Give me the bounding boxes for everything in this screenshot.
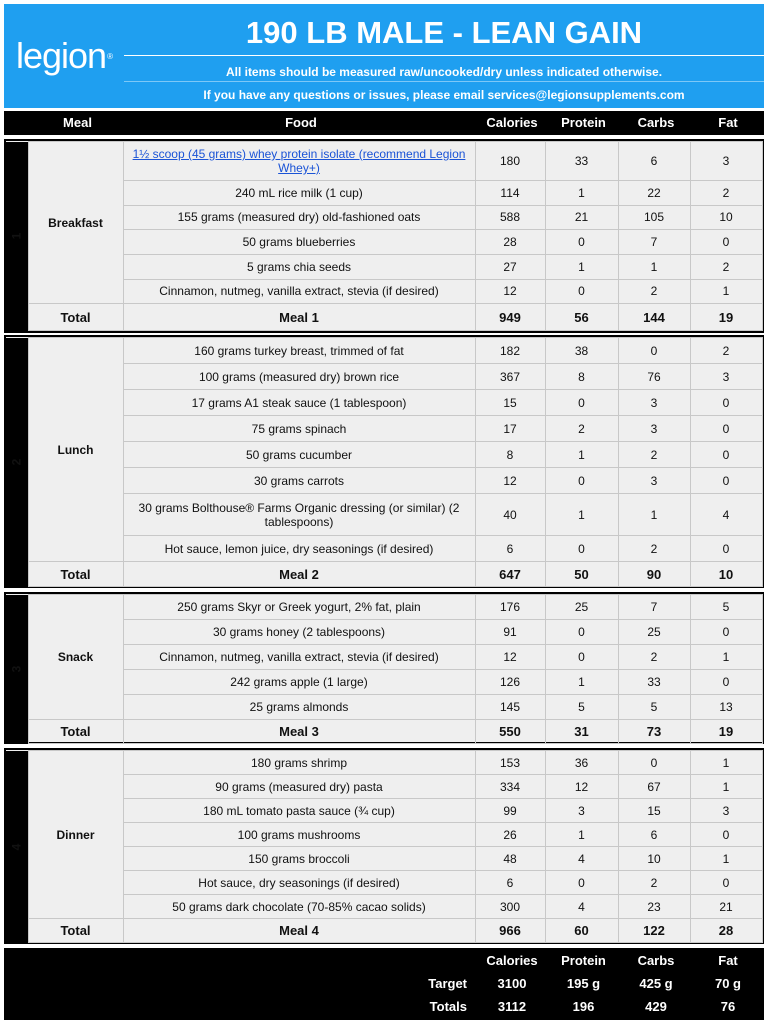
calories-cell: 182 (475, 338, 545, 364)
page-title: 190 LB MALE - LEAN GAIN (124, 10, 764, 56)
protein-cell: 2 (545, 416, 618, 442)
protein-cell: 3 (545, 799, 618, 823)
contact-note: If you have any questions or issues, please email services@legionsupplements.com (203, 88, 685, 102)
total-fat-cell: 10 (690, 562, 762, 587)
food-cell: 250 grams Skyr or Greek yogurt, 2% fat, plain (123, 595, 475, 620)
total-carbs-cell: 144 (618, 304, 690, 331)
summary-header-fat: Fat (718, 953, 738, 968)
fat-cell: 3 (690, 364, 762, 390)
food-cell: 50 grams dark chocolate (70-85% cacao solids) (123, 895, 475, 919)
total-calories-cell: 966 (475, 919, 545, 943)
col-header-fat: Fat (718, 115, 738, 130)
protein-cell: 12 (545, 775, 618, 799)
protein-cell: 1 (545, 494, 618, 536)
food-cell: 90 grams (measured dry) pasta (123, 775, 475, 799)
total-protein-cell: 50 (545, 562, 618, 587)
protein-cell: 0 (545, 645, 618, 670)
meal-number (6, 142, 28, 331)
carbs-cell: 25 (618, 620, 690, 645)
protein-cell: 1 (545, 254, 618, 279)
food-cell: 25 grams almonds (123, 695, 475, 720)
calories-cell: 6 (475, 536, 545, 562)
calories-cell: 12 (475, 279, 545, 304)
meal-block-2 (4, 335, 764, 588)
fat-cell: 0 (690, 620, 762, 645)
meal-number-label: 2 (9, 458, 24, 466)
total-carbs-cell: 90 (618, 562, 690, 587)
protein-cell: 21 (545, 205, 618, 230)
food-cell: 30 grams Bolthouse® Farms Organic dressing (or similar) (2 tablespoons) (123, 494, 475, 536)
carbs-cell: 10 (618, 847, 690, 871)
carbs-cell: 1 (618, 494, 690, 536)
totals-label: Totals (429, 999, 467, 1014)
calories-cell: 26 (475, 823, 545, 847)
fat-cell: 0 (690, 442, 762, 468)
food-cell: 242 grams apple (1 large) (123, 670, 475, 695)
calories-cell: 367 (475, 364, 545, 390)
calories-cell: 15 (475, 390, 545, 416)
target-fat: 70 g (714, 976, 741, 991)
fat-cell: 3 (690, 142, 762, 181)
col-header-food: Food (285, 115, 317, 130)
carbs-cell: 76 (618, 364, 690, 390)
food-cell: 5 grams chia seeds (123, 254, 475, 279)
calories-cell: 17 (475, 416, 545, 442)
food-cell: 180 grams shrimp (123, 751, 475, 775)
food-cell: 155 grams (measured dry) old-fashioned oats (123, 205, 475, 230)
total-meal-name: Meal 3 (123, 720, 475, 744)
calories-cell: 27 (475, 254, 545, 279)
food-row (6, 338, 762, 364)
carbs-cell: 33 (618, 670, 690, 695)
food-cell: 100 grams (measured dry) brown rice (123, 364, 475, 390)
summary-header-protein: Protein (561, 953, 606, 968)
fat-cell: 1 (690, 279, 762, 304)
total-meal-name: Meal 4 (123, 919, 475, 943)
target-calories: 3100 (497, 976, 527, 991)
protein-cell: 0 (545, 536, 618, 562)
carbs-cell: 6 (618, 142, 690, 181)
legion-logo (4, 4, 124, 108)
carbs-cell: 15 (618, 799, 690, 823)
summary-header-calories: Calories (486, 953, 538, 968)
column-header-row (4, 111, 764, 135)
food-cell: Hot sauce, lemon juice, dry seasonings (if desired) (123, 536, 475, 562)
fat-cell: 0 (690, 871, 762, 895)
meal-table (6, 594, 763, 744)
calories-cell: 126 (475, 670, 545, 695)
carbs-cell: 2 (618, 442, 690, 468)
meal-total-row (6, 919, 762, 943)
meal-number-label: 1 (9, 232, 24, 240)
total-carbs-cell: 122 (618, 919, 690, 943)
col-header-calories: Calories (486, 115, 538, 130)
meal-number (6, 338, 28, 587)
food-row (6, 751, 762, 775)
carbs-cell: 22 (618, 181, 690, 206)
food-cell: 30 grams carrots (123, 468, 475, 494)
calories-cell: 588 (475, 205, 545, 230)
totals-protein: 196 (572, 999, 595, 1014)
protein-cell: 4 (545, 847, 618, 871)
col-header-carbs: Carbs (637, 115, 675, 130)
food-cell: 17 grams A1 steak sauce (1 tablespoon) (123, 390, 475, 416)
totals-fat: 76 (720, 999, 736, 1014)
target-label: Target (428, 976, 467, 991)
protein-cell: 38 (545, 338, 618, 364)
total-label: Total (28, 720, 123, 744)
calories-cell: 300 (475, 895, 545, 919)
meal-block-4 (4, 748, 764, 944)
fat-cell: 1 (690, 645, 762, 670)
total-calories-cell: 647 (475, 562, 545, 587)
food-cell: Hot sauce, dry seasonings (if desired) (123, 871, 475, 895)
meal-number (6, 595, 28, 744)
calories-cell: 12 (475, 645, 545, 670)
carbs-cell: 2 (618, 871, 690, 895)
calories-cell: 153 (475, 751, 545, 775)
summary-header-carbs: Carbs (637, 953, 675, 968)
fat-cell: 1 (690, 775, 762, 799)
meal-total-row (6, 304, 762, 331)
fat-cell: 2 (690, 254, 762, 279)
protein-cell: 0 (545, 279, 618, 304)
carbs-cell: 6 (618, 823, 690, 847)
carbs-cell: 67 (618, 775, 690, 799)
fat-cell: 0 (690, 230, 762, 255)
calories-cell: 176 (475, 595, 545, 620)
protein-cell: 0 (545, 620, 618, 645)
food-cell: 160 grams turkey breast, trimmed of fat (123, 338, 475, 364)
carbs-cell: 7 (618, 595, 690, 620)
col-header-meal: Meal (63, 115, 92, 130)
meal-name: Dinner (28, 751, 123, 919)
protein-cell: 0 (545, 230, 618, 255)
calories-cell: 12 (475, 468, 545, 494)
protein-cell: 36 (545, 751, 618, 775)
calories-cell: 40 (475, 494, 545, 536)
fat-cell: 3 (690, 799, 762, 823)
whey-product-link[interactable]: 1½ scoop (45 grams) whey protein isolate (recommend Legion Whey+) (132, 147, 466, 176)
meal-name: Lunch (28, 338, 123, 562)
calories-cell: 8 (475, 442, 545, 468)
protein-cell: 1 (545, 181, 618, 206)
food-cell: 50 grams cucumber (123, 442, 475, 468)
meal-total-row (6, 720, 762, 744)
protein-cell: 8 (545, 364, 618, 390)
carbs-cell: 1 (618, 254, 690, 279)
food-cell: 30 grams honey (2 tablespoons) (123, 620, 475, 645)
total-carbs-cell: 73 (618, 720, 690, 744)
total-protein-cell: 60 (545, 919, 618, 943)
carbs-cell: 5 (618, 695, 690, 720)
food-cell: 50 grams blueberries (123, 230, 475, 255)
fat-cell: 0 (690, 416, 762, 442)
total-fat-cell: 28 (690, 919, 762, 943)
fat-cell: 10 (690, 205, 762, 230)
food-cell[interactable] (123, 142, 475, 181)
calories-cell: 114 (475, 181, 545, 206)
total-label: Total (28, 562, 123, 587)
meal-block-1 (4, 139, 764, 333)
fat-cell: 0 (690, 468, 762, 494)
meal-total-row (6, 562, 762, 587)
food-row (6, 142, 762, 181)
protein-cell: 1 (545, 823, 618, 847)
carbs-cell: 2 (618, 279, 690, 304)
calories-cell: 91 (475, 620, 545, 645)
fat-cell: 1 (690, 847, 762, 871)
protein-cell: 25 (545, 595, 618, 620)
total-protein-cell: 31 (545, 720, 618, 744)
calories-cell: 180 (475, 142, 545, 181)
fat-cell: 2 (690, 181, 762, 206)
meal-table (6, 750, 763, 943)
total-meal-name: Meal 2 (123, 562, 475, 587)
carbs-cell: 3 (618, 416, 690, 442)
carbs-cell: 3 (618, 390, 690, 416)
total-label: Total (28, 919, 123, 943)
fat-cell: 13 (690, 695, 762, 720)
fat-cell: 1 (690, 751, 762, 775)
fat-cell: 0 (690, 670, 762, 695)
food-cell: Cinnamon, nutmeg, vanilla extract, stevia (if desired) (123, 279, 475, 304)
meal-number-label: 4 (9, 843, 24, 850)
fat-cell: 21 (690, 895, 762, 919)
meal-block-3 (4, 592, 764, 744)
totals-calories: 3112 (497, 999, 527, 1014)
meal-table (6, 337, 763, 587)
carbs-cell: 105 (618, 205, 690, 230)
fat-cell: 2 (690, 338, 762, 364)
carbs-cell: 7 (618, 230, 690, 255)
protein-cell: 0 (545, 468, 618, 494)
fat-cell: 0 (690, 390, 762, 416)
meal-table (6, 141, 763, 331)
fat-cell: 0 (690, 536, 762, 562)
protein-cell: 0 (545, 390, 618, 416)
fat-cell: 0 (690, 823, 762, 847)
calories-cell: 145 (475, 695, 545, 720)
calories-cell: 48 (475, 847, 545, 871)
carbs-cell: 23 (618, 895, 690, 919)
total-fat-cell: 19 (690, 304, 762, 331)
food-cell: Cinnamon, nutmeg, vanilla extract, stevia (if desired) (123, 645, 475, 670)
food-cell: 240 mL rice milk (1 cup) (123, 181, 475, 206)
carbs-cell: 0 (618, 751, 690, 775)
calories-cell: 6 (475, 871, 545, 895)
protein-cell: 4 (545, 895, 618, 919)
carbs-cell: 3 (618, 468, 690, 494)
carbs-cell: 2 (618, 645, 690, 670)
total-fat-cell: 19 (690, 720, 762, 744)
total-protein-cell: 56 (545, 304, 618, 331)
meal-name: Snack (28, 595, 123, 720)
calories-cell: 99 (475, 799, 545, 823)
total-label: Total (28, 304, 123, 331)
protein-cell: 1 (545, 442, 618, 468)
meal-number-label: 3 (9, 665, 24, 673)
total-meal-name: Meal 1 (123, 304, 475, 331)
food-row (6, 595, 762, 620)
meal-number (6, 751, 28, 943)
total-calories-cell: 550 (475, 720, 545, 744)
food-cell: 180 mL tomato pasta sauce (¾ cup) (123, 799, 475, 823)
meal-name: Breakfast (28, 142, 123, 304)
fat-cell: 5 (690, 595, 762, 620)
calories-cell: 334 (475, 775, 545, 799)
food-cell: 100 grams mushrooms (123, 823, 475, 847)
carbs-cell: 0 (618, 338, 690, 364)
calories-cell: 28 (475, 230, 545, 255)
total-calories-cell: 949 (475, 304, 545, 331)
protein-cell: 0 (545, 871, 618, 895)
protein-cell: 33 (545, 142, 618, 181)
protein-cell: 1 (545, 670, 618, 695)
daily-summary (4, 948, 764, 1020)
measurement-note: All items should be measured raw/uncooked/dry unless indicated otherwise. (124, 62, 764, 82)
col-header-protein: Protein (561, 115, 606, 130)
target-carbs: 425 g (639, 976, 673, 991)
carbs-cell: 2 (618, 536, 690, 562)
fat-cell: 4 (690, 494, 762, 536)
target-protein: 195 g (566, 976, 601, 991)
registered-mark: ® (107, 51, 112, 61)
food-cell: 150 grams broccoli (123, 847, 475, 871)
protein-cell: 5 (545, 695, 618, 720)
food-cell: 75 grams spinach (123, 416, 475, 442)
logo-text: legion (16, 35, 107, 76)
totals-carbs: 429 (645, 999, 667, 1014)
